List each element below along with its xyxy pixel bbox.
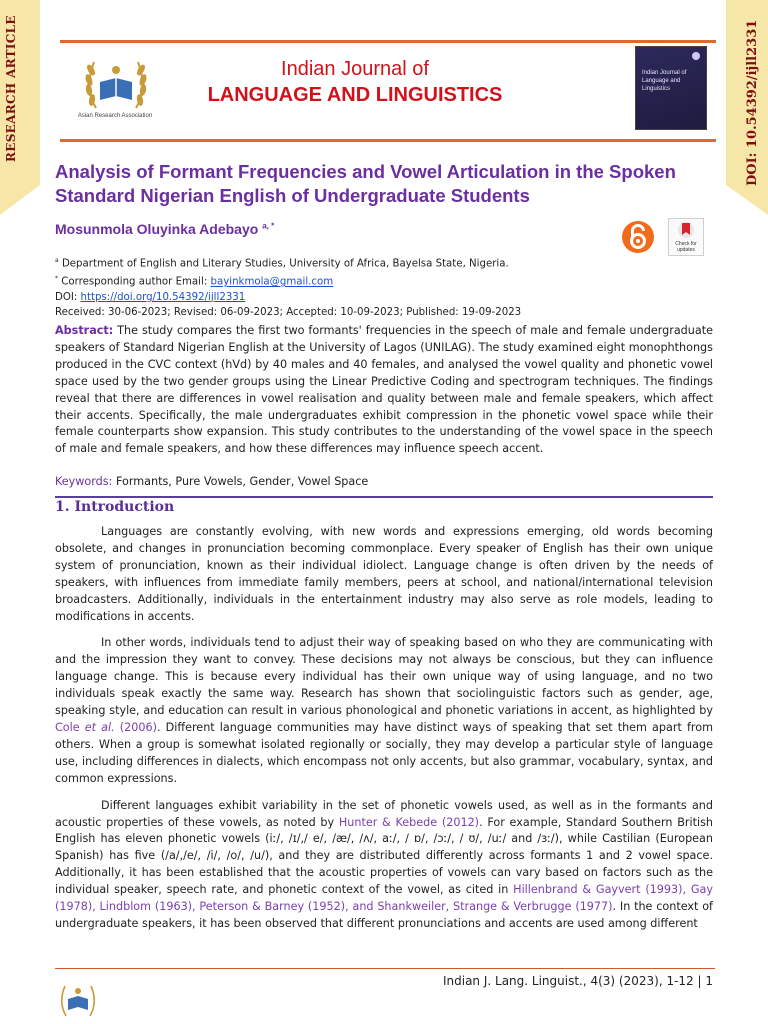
article-title: Analysis of Formant Frequencies and Vowel Articulation in the Spoken Standard Nigerian English of Undergraduate Students [55, 161, 676, 206]
paragraph-1: Languages are constantly evolving, with new words and expressions emerging, old words becoming obsolete, and changes in pronunciation becoming commonplace. Every speaker of English has their own unique system of pronunciation, known as their individual idiolect. Language change is often driven by the needs of speakers, with influences from immediate family members, peers at school, and national/international television broadcasters. Additionally, individuals in the entertainment industry may also serve as role models, leading to modifications in accents. [55, 525, 713, 623]
affiliation: $^a$ Department of English and Literary Studies, University of Africa, Bayelsa State, Nigeria. [55, 257, 509, 270]
doi-line: DOI: https://doi.org/10.54392/ijll2331 [55, 291, 246, 303]
email-link[interactable]: bayinkmola@gmail.com [210, 276, 334, 288]
abstract [55, 323, 713, 458]
footer-logo-icon [55, 978, 101, 1024]
journal-title-line2: LANGUAGE AND LINGUISTICS [207, 84, 503, 106]
header-top-rule [60, 40, 716, 43]
logo-caption: Asian Research Association [77, 113, 153, 119]
check-for-updates-icon[interactable] [668, 218, 704, 256]
article-dates: Received: 30-06-2023; Revised: 06-09-2023; Accepted: 10-09-2023; Published: 19-09-2023 [55, 306, 522, 318]
author-name-text: Mosunmola Oluyinka Adebayo [55, 221, 259, 237]
paragraph-2: In other words, individuals tend to adjust their way of speaking based on who they are communicating with and the impression they want to convey. These decisions may not always be conscious, but they can influence language change. This is because every individual has their own unique way of using language, and no two individuals speak exactly the same way. Research has shown that sociolinguistic factors such as gender, age, speaking style, and education can result in various phonological and phonetic variations in accent, as highlighted by Cole et al. (2006). Different language communities may have distinct ways of speaking that set them apart from others. When a group is somewhat isolated regionally or socially, they may develop a particular style of language use, including differences in dialects, which encompass not only accents, but also grammar, vocabulary, syntax, and common expressions. [55, 636, 713, 785]
citation-link[interactable]: Hunter & Kebede (2012) [338, 815, 480, 829]
journal-title-line1: Indian Journal of [281, 58, 429, 80]
journal-title [170, 56, 540, 108]
check-for-updates-label: Check for updates [675, 241, 697, 253]
author-sup: a, * [262, 221, 275, 231]
research-article-label: RESEARCH ARTICLE [4, 15, 18, 163]
cover-emblem-icon [692, 52, 700, 60]
header-bottom-rule [60, 139, 716, 142]
article-meta [55, 253, 715, 320]
keywords-label: Keywords: [55, 475, 113, 488]
cover-text: Indian Journal of Language and Linguistics [642, 70, 687, 92]
footer-citation: Indian J. Lang. Linguist., 4(3) (2023), 1-12 | 1 [442, 974, 713, 988]
corresponding-author: * Corresponding author Email: bayinkmola@gmail.com [55, 275, 334, 288]
abstract-label: Abstract: [55, 324, 114, 337]
section-rule [55, 496, 713, 498]
bookmark-icon [669, 219, 703, 243]
section-body [55, 524, 713, 943]
section-heading: 1. Introduction [55, 499, 175, 515]
doi-ribbon-label: DOI: 10.54392/ijll2331 [745, 19, 760, 187]
open-access-icon[interactable] [621, 220, 655, 254]
keywords-text: Formants, Pure Vowels, Gender, Vowel Space [112, 475, 369, 488]
citation-link[interactable]: Cole et al. (2006) [55, 720, 157, 734]
author-name [55, 221, 274, 237]
abstract-text: The study compares the first two formants' frequencies in the speech of male and female undergraduate speakers of Standard Nigerian English at the University of Lagos (UNILAG). The study examined eight monophthongs produced in the CVC context (hVd) by 40 males and 40 females, and analysed the vowel quality and phonetic vowel space used by the two gender groups using the Linear Predictive Coding and spectrogram techniques. The findings reveal that there are differences in vowel realisation and quality between male and female speakers, which affect their accents. Specifically, the male undergraduates exhibit compression in the phonetic vowel space while their female counterparts show expansion. This study contributes to the understanding of the vowel space in the speech of male and female speakers, and how these differences may influence speech accent. [55, 324, 713, 456]
footer-rule [55, 968, 715, 969]
citation-link[interactable]: Hillenbrand & Gayvert (1993), Gay (1978), Lindblom (1963), Peterson & Barney (1952), and Shankweiler, Strange & Verbrugge (1977) [55, 883, 714, 914]
keywords [55, 474, 713, 490]
doi-link[interactable]: https://doi.org/10.54392/ijll2331 [80, 291, 246, 303]
journal-cover-image [635, 46, 707, 130]
paragraph-3: Different languages exhibit variability in the set of phonetic vowels used, as well as in the formants and acoustic properties of these vowels, as noted by Hunter & Kebede (2012). For example, Standard Southern British English has eleven phonetic vowels (iː/, /ɪ/,/ e/, /æ/, /ʌ/, aː/, / ɒ/, /ɔː/, / ʊ/, /uː/ and /ɜː/), while Castilian (European Spanish) has five (/a/,/e/, /i/, /o/, /u/), and they are distributed differently across formants 1 and 2 vowel space. Additionally, it has been established that the acoustic properties of vowels can vary based on factors such as the individual speaker, speech rate, and phonetic context of the vowel, as cited in Hillenbrand & Gayvert (1993), Gay (1978), Lindblom (1963), Peterson & Barney (1952), and Shankweiler, Strange & Verbrugge (1977). In the context of undergraduate speakers, it has been observed that different pronunciations and accents are used among different [55, 798, 714, 930]
